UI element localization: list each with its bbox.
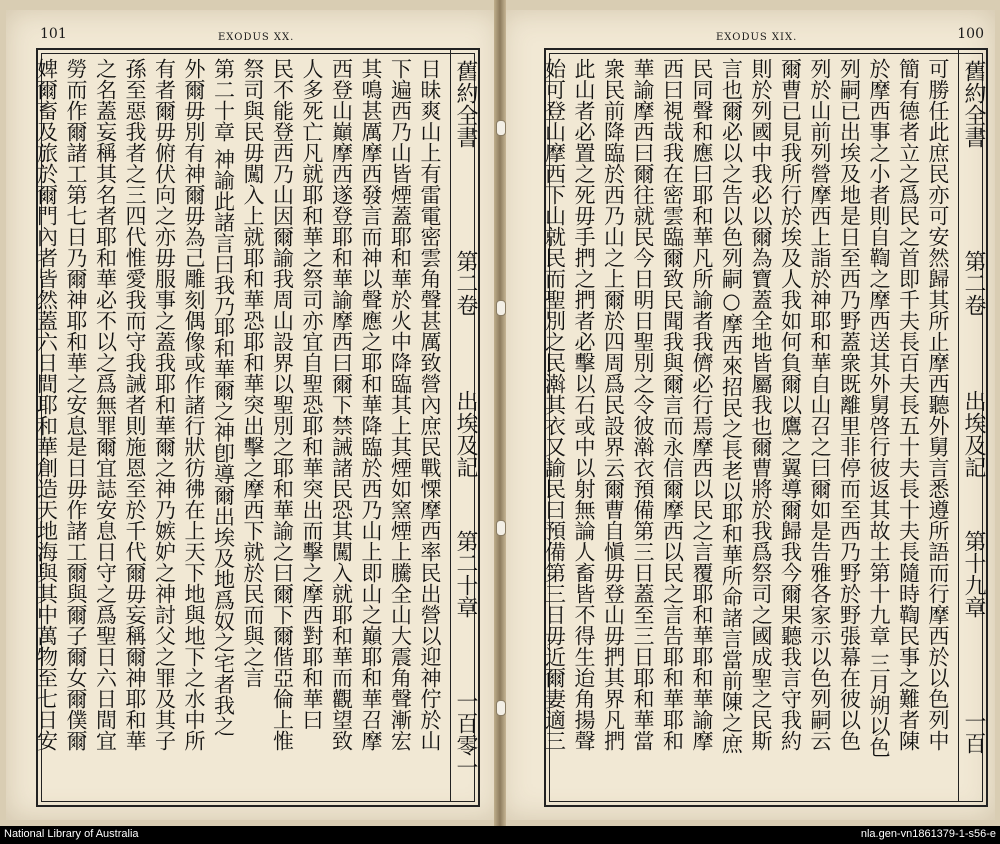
margin-divider <box>958 50 959 801</box>
footer-bar <box>0 826 1000 844</box>
folio-label: 一百零一 <box>453 690 478 778</box>
text-column: 西曰視哉我在密雲臨爾致民聞我與爾言而永信爾摩西以民之言告耶和華耶和 <box>660 58 685 751</box>
text-column: 爾曹已見我所行於埃及人我如何負爾以鷹之翼導爾歸我今爾果聽我言守我約 <box>778 58 803 751</box>
text-column: 言也爾必以之告以色列嗣○摩西來招民之長老以耶和華所命諸言當前陳之庶 <box>719 58 744 754</box>
footer-credit: National Library of Australia <box>4 828 139 840</box>
text-column: 民同聲和應曰耶和華凡所諭者我儕必行焉摩西以民之言覆耶和華耶和華諭摩 <box>690 58 714 751</box>
text-column: 衆民前降臨於西乃山之上爾於四周爲民設界云爾曹自愼毋登山毋捫其界凡捫 <box>601 58 626 751</box>
text-column: 於摩西事之小者則自鞫之摩西送其外舅啓行彼返其故土第十九章 三月朔以色 <box>867 58 891 758</box>
running-head: EXODUS XX. <box>218 32 295 43</box>
volume-label: 第二卷 <box>453 250 478 316</box>
chapter-label: 第二十章 <box>453 530 478 618</box>
left-page <box>6 10 501 820</box>
text-column: 人多死亡凡就耶和華之祭司亦宜自聖恐耶和華突出而擊之摩西對耶和華曰 <box>300 58 324 730</box>
text-column: 可勝任此庶民亦可安然歸其所止摩西聽外舅言悉遵所語而行摩西於以色列中 <box>926 58 950 751</box>
text-column: 有者爾毋俯伏向之亦毋服事之蓋我耶和華爾之神乃嫉妒之神討父之罪及其子 <box>152 58 177 751</box>
text-column: 之名蓋妄稱其名者耶和華必不以之爲無罪爾宜誌安息日守之爲聖日六日間宜 <box>93 58 118 751</box>
book-title: 舊約全書 <box>453 60 478 148</box>
text-column: 列嗣已出埃及地是日至西乃野蓋衆既離里非停而至西乃野於野張幕在彼以色 <box>837 58 862 751</box>
text-column: 華諭摩西曰爾往就民今日明日聖別之令彼濣衣預備第三日蓋至三日耶和華當 <box>631 58 655 751</box>
text-column: 則於列國中我必以爾為寶蓋全地皆屬我也爾曹將於我爲祭司之國成聖之民斯 <box>749 58 773 751</box>
text-column: 外爾毋別有神爾毋為己雕刻偶像或作諸行狀彷彿在上天下地與地下之水中所 <box>182 58 206 751</box>
text-column: 始可登山摩西下山就民而聖別之民濣其衣又諭民曰預備第三日毋近爾妻適三 <box>542 58 567 751</box>
binding-stitch <box>496 300 506 316</box>
chapter-label: 第十九章 <box>961 530 986 618</box>
page-number: 100 <box>957 26 984 42</box>
running-head: EXODUS XIX. <box>716 32 798 43</box>
volume-label: 第二卷 <box>961 250 986 316</box>
right-page <box>500 10 995 820</box>
text-column: 西登山巔摩西遂登耶和華諭摩西曰爾下禁誡諸民恐其闖入就耶和華而觀望致 <box>329 58 354 751</box>
text-block <box>34 58 444 798</box>
footer-identifier: nla.gen-vn1861379-1-s56-e <box>860 828 996 840</box>
text-column: 此山者必置之死毋手捫之捫者必擊以石或中以射無論人畜皆不得生迨角揚聲 <box>572 58 596 751</box>
text-column: 日昧爽山上有雷電密雲角聲甚厲致營內庶民戰慄摩西率民出營以迎神佇於山 <box>418 58 442 751</box>
page-number: 101 <box>40 26 67 42</box>
margin-divider <box>450 50 451 801</box>
binding-stitch <box>496 520 506 536</box>
text-column: 祭司與民毋闖入上就耶和華恐耶和華突出擊之摩西下就於民而與之言 <box>241 58 265 688</box>
left-page-frame <box>34 26 480 807</box>
text-block <box>542 58 952 798</box>
text-column: 下遍西乃山皆煙蓋耶和華於火中降臨其上其煙如窯煙上騰全山大震角聲漸宏 <box>388 58 413 751</box>
binding-stitch <box>496 120 506 136</box>
book-title: 舊約全書 <box>961 60 986 148</box>
folio-label: 一百 <box>961 710 986 754</box>
text-column: 簡有德者立之爲民之首即千夫長百夫長五十夫長十夫長隨時鞫民事之難者陳 <box>896 58 921 751</box>
text-column: 第二十章 神諭此諸言曰我乃耶和華爾之神卽導爾出埃及地爲奴之宅者我之 <box>211 58 236 737</box>
right-page-frame <box>542 26 988 807</box>
text-column: 孫至惡我者之三四代惟愛我而守我誡者則施恩至於千代爾毋妄稱爾神耶和華 <box>123 58 147 751</box>
binding-stitch <box>496 700 506 716</box>
book-name: 出埃及記 <box>453 390 478 478</box>
text-column: 婢爾畜及旅於爾門內者皆然蓋六日間耶和華創造天地海與其中萬物至七日安 <box>34 58 59 751</box>
text-column: 民不能登西乃山因爾諭我周山設界以聖別之耶和華諭之曰爾下爾偕亞倫上惟 <box>270 58 295 751</box>
text-column: 列於山前列營摩西上詣於神耶和華自山召之曰爾如是告雅各家示以色列嗣云 <box>808 58 832 751</box>
book-name: 出埃及記 <box>961 390 986 478</box>
text-column: 其鳴甚厲摩西發言而神以聲應之耶和華降臨於西乃山上即山之巔耶和華召摩 <box>359 58 383 751</box>
text-column: 勞而作爾諸工第七日乃爾神耶和華之安息是日毋作諸工爾與爾子爾女爾僕爾 <box>64 58 88 751</box>
